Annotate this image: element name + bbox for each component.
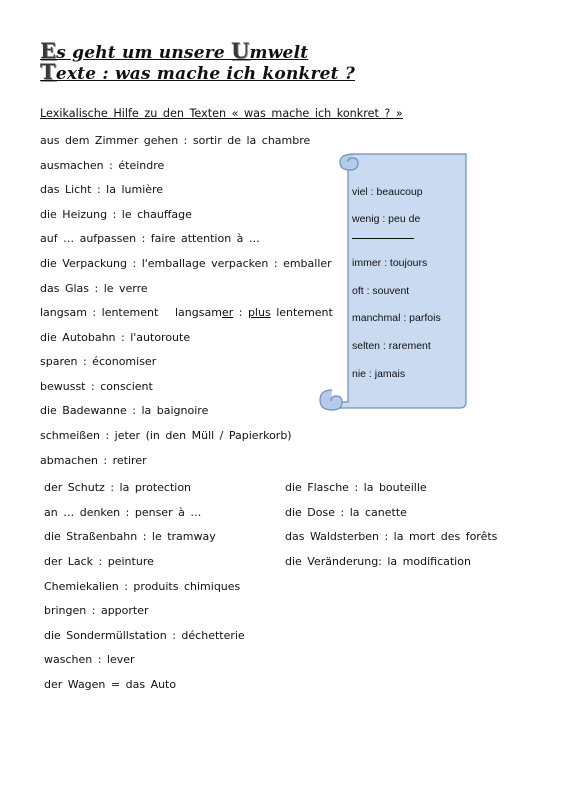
comparative-rest: lentement xyxy=(270,306,333,319)
vocab-line: der Schutz : la protection xyxy=(44,481,192,494)
scroll-blank-line xyxy=(352,238,414,239)
vocab-line: die Badewanne : la baignoire xyxy=(40,404,209,417)
vocab-line: waschen : lever xyxy=(44,653,135,666)
title-line1-part1: s geht um unsere xyxy=(56,43,232,63)
vocab-line: langsam : lentement xyxy=(40,306,159,319)
vocab-line: bringen : apporter xyxy=(44,604,149,617)
vocab-line: die Veränderung: la modification xyxy=(285,555,471,568)
vocab-line: abmachen : retirer xyxy=(40,454,147,467)
title-line2-text: exte : was mache ich konkret ? xyxy=(55,64,355,84)
vocab-line: die Sondermüllstation : déchetterie xyxy=(44,629,245,642)
vocab-line: die Flasche : la bouteille xyxy=(285,481,427,494)
vocab-line: das Glas : le verre xyxy=(40,282,148,295)
scroll-item: oft : souvent xyxy=(352,285,410,297)
section-heading: Lexikalische Hilfe zu den Texten « was mache ich konkret ? » xyxy=(40,107,403,120)
vocab-line: die Dose : la canette xyxy=(285,506,407,519)
vocab-line: bewusst : conscient xyxy=(40,380,153,393)
comparative-suffix: er xyxy=(221,306,234,319)
scroll-item: selten : rarement xyxy=(352,340,431,352)
vocab-line: der Wagen = das Auto xyxy=(44,678,177,691)
vocab-line: das Licht : la lumière xyxy=(40,183,164,196)
vocab-line: das Waldsterben : la mort des forêts xyxy=(285,530,498,543)
title-initial-u: U xyxy=(231,38,250,63)
vocab-line: sparen : économiser xyxy=(40,355,157,368)
vocab-line: an … denken : penser à … xyxy=(44,506,202,519)
vocab-line: die Verpackung : l'emballage verpacken : emballer xyxy=(40,257,332,270)
scroll-item: manchmal : parfois xyxy=(352,312,441,324)
vocab-line: schmeißen : jeter (in den Müll / Papierkorb) xyxy=(40,429,292,442)
vocab-line: ausmachen : éteindre xyxy=(40,159,165,172)
vocab-line: der Lack : peinture xyxy=(44,555,154,568)
vocab-line: aus dem Zimmer gehen : sortir de la chambre xyxy=(40,134,311,147)
scroll-item: immer : toujours xyxy=(352,257,428,269)
vocab-line: die Straßenbahn : le tramway xyxy=(44,530,216,543)
title-line1-part2: mwelt xyxy=(249,43,309,63)
vocab-line: auf … aufpassen : faire attention à … xyxy=(40,232,260,245)
scroll-item: wenig : peu de xyxy=(352,213,421,225)
comparative-stem: langsam xyxy=(175,306,222,319)
comparative-plus: plus xyxy=(247,306,271,319)
scroll-bottom-curl xyxy=(320,390,342,410)
title-initial-t: T xyxy=(40,59,56,84)
scroll-item: nie : jamais xyxy=(352,368,406,380)
title-initial-e: E xyxy=(40,38,57,63)
vocab-line: die Autobahn : l'autoroute xyxy=(40,331,191,344)
comparative-separator: : xyxy=(233,306,248,319)
scroll-item: viel : beaucoup xyxy=(352,186,423,198)
vocab-line: die Heizung : le chauffage xyxy=(40,208,192,221)
vocab-line: Chemiekalien : produits chimiques xyxy=(44,580,241,593)
page-subtitle xyxy=(40,59,355,84)
comparative-line xyxy=(175,306,333,319)
